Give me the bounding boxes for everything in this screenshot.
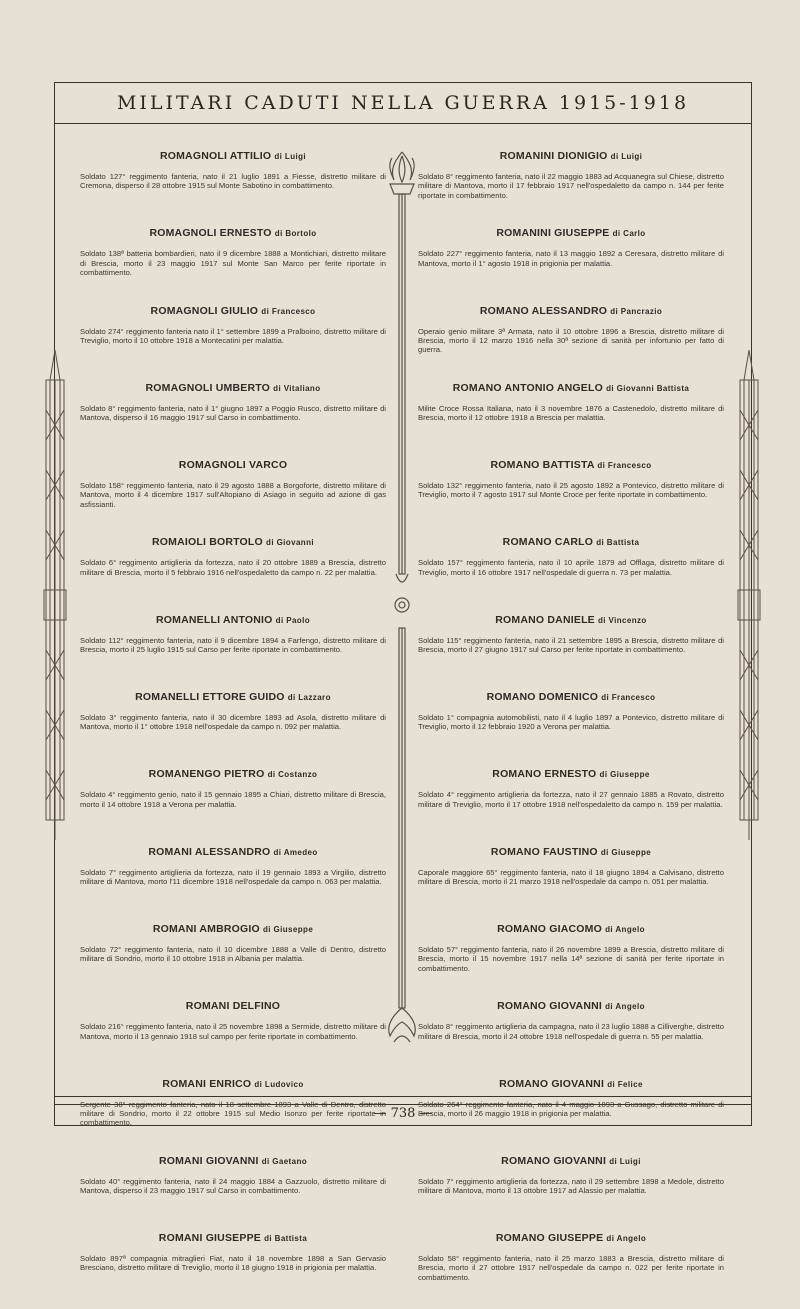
entry-surname: ROMANO ERNESTO	[492, 768, 597, 781]
entry-surname: ROMANO DANIELE	[495, 613, 595, 626]
entry-patronymic: di Luigi	[610, 152, 643, 161]
entry-surname: ROMANELLI ETTORE GUIDO	[135, 691, 285, 704]
entry-patronymic: di Giuseppe	[262, 924, 314, 934]
entry-name	[418, 768, 724, 780]
entry-patronymic: di Giuseppe	[600, 847, 652, 857]
entry-surname: ROMANI ALESSANDRO	[148, 845, 271, 858]
entry-patronymic: di Battista	[264, 1234, 308, 1244]
entry-description: Soldato 58° reggimento fanteria, nato il 25 marzo 1883 a Brescia, distretto militare di Brescia, morto il 27 ottobre 1917 nell'ospedale da campo n. 022 per ferite riportate in combattimento.	[418, 1254, 724, 1282]
entry	[80, 691, 386, 768]
entry	[418, 923, 724, 1000]
entry-patronymic: di Angelo	[606, 1234, 647, 1244]
entry	[418, 691, 724, 768]
entry	[418, 1232, 724, 1309]
entry-name	[80, 382, 386, 394]
entry-patronymic: di Amedeo	[273, 847, 318, 857]
entry-surname: ROMANO GIUSEPPE	[495, 1232, 604, 1245]
entry-surname: ROMANI GIOVANNI	[158, 1154, 259, 1167]
entry-name	[418, 923, 724, 935]
entry-patronymic: di Luigi	[609, 1156, 641, 1166]
entry-patronymic: di Pancrazio	[610, 306, 663, 316]
entry-name	[80, 150, 386, 162]
entry-name	[418, 227, 724, 239]
entry	[418, 150, 724, 227]
header-rule	[54, 123, 752, 124]
entry-description: Soldato 227° reggimento fanteria, nato il 13 maggio 1892 a Ceresara, distretto militare di Mantova, morto il 1° agosto 1918 in prigionia per malattia.	[418, 249, 724, 268]
entry	[80, 923, 386, 1000]
entry-patronymic: di Giuseppe	[599, 770, 650, 780]
entry-description: Soldato 158° reggimento fanteria, nato il 29 agosto 1888 a Borgoforte, distretto militare di Mantova, morto il 4 dicembre 1917 sull'Altopiano di Asiago in seguito ad azione di gas asfissianti.	[80, 481, 386, 509]
entry-surname: ROMANI DELFINO	[185, 1000, 281, 1013]
entry-description: Soldato 8° reggimento fanteria, nato il 1° giugno 1897 a Poggio Rusco, distretto militare di Mantova, disperso il 16 maggio 1917 sul Carso in combattimento.	[80, 403, 386, 423]
entry-name	[418, 536, 724, 548]
entry	[80, 305, 386, 382]
entry-surname: ROMAIOLI BORTOLO	[151, 536, 263, 549]
entry-surname: ROMANO BATTISTA	[490, 459, 595, 472]
entry-description: Soldato 72° reggimento fanteria, nato il 10 dicembre 1888 a Valle di Dentro, distretto militare di Sondrio, morto il 10 ottobre 1918 in Albania per malattia.	[80, 944, 386, 964]
entry-surname: ROMANELLI ANTONIO	[155, 613, 273, 626]
entry-surname: ROMAGNOLI ATTILIO	[159, 150, 272, 162]
entry-description: Soldato 6° reggimento artiglieria da fortezza, nato il 20 ottobre 1889 a Brescia, distretto militare di Brescia, morto il 5 febbraio 1916 nell'ospedaletto da campo n. 22 per malattia.	[80, 558, 386, 577]
entry-description: Soldato 112° reggimento fanteria, nato il 9 dicembre 1894 a Farfengo, distretto militare di Brescia, morto il 25 luglio 1915 sul Carso per ferite riportate in combattimento.	[80, 635, 386, 655]
entry	[80, 459, 386, 536]
fasces-icon	[40, 350, 70, 840]
entry-name	[80, 1232, 386, 1244]
entry-description: Soldato 4° reggimento genio, nato il 15 gennaio 1895 a Chiari, distretto militare di Brescia, morto il 14 ottobre 1918 a Verona per malattia.	[80, 790, 386, 809]
entry	[418, 614, 724, 691]
entry	[80, 382, 386, 459]
entry-description: Soldato 157° reggimento fanteria, nato il 10 aprile 1879 ad Offlaga, distretto militare di Treviglio, morto il 16 ottobre 1917 nell'ospedale di guerra n. 73 per malattia.	[418, 558, 724, 577]
entry-name	[418, 1232, 724, 1244]
entry-name	[418, 459, 724, 471]
entry-name	[418, 1078, 724, 1090]
entry-patronymic: di Paolo	[275, 615, 310, 625]
entry-surname: ROMANI AMBROGIO	[152, 922, 260, 935]
torch-icon	[384, 150, 420, 1050]
entry-name	[80, 305, 386, 317]
entry	[80, 536, 386, 613]
entry-surname: ROMAGNOLI VARCO	[178, 459, 288, 472]
entry-description: Soldato 264° reggimento fanteria, nato il 4 maggio 1893 a Gussago, distretto militare di Brescia, morto il 26 maggio 1918 in prigionia per malattia.	[418, 1099, 724, 1118]
fasces-icon	[734, 350, 764, 840]
entry-surname: ROMANO GIOVANNI	[499, 1077, 605, 1090]
entry	[418, 1000, 724, 1077]
entry-description: Soldato 40° reggimento fanteria, nato il 24 maggio 1884 a Gazzuolo, distretto militare di Mantova, disperso il 23 maggio 1917 sul Carso in combattimento.	[80, 1176, 386, 1196]
entry-surname: ROMAGNOLI ERNESTO	[149, 227, 272, 240]
entry	[418, 768, 724, 845]
entry-patronymic: di Felice	[607, 1079, 643, 1089]
entry-name	[80, 536, 386, 548]
entry-patronymic: di Luigi	[274, 152, 307, 161]
entry	[418, 536, 724, 613]
entry-patronymic: di Vitaliano	[273, 383, 321, 393]
entry-description: Soldato 7° reggimento artiglieria da fortezza, nato il 29 settembre 1898 a Medole, distretto militare di Mantova, morto il 13 ottobre 1917 ad Alassio per malattia.	[418, 1176, 724, 1196]
entry-description: Operaio genio militare 3ª Armata, nato il 10 ottobre 1896 a Brescia, distretto militare di Brescia, morto il 12 marzo 1916 nella 30ª sezione di sanità per infortunio per fatto di guerra.	[418, 326, 724, 355]
entry-name	[80, 1078, 386, 1090]
entry-surname: ROMANO FAUSTINO	[490, 845, 598, 858]
entry-surname: ROMANINI DIONIGIO	[499, 150, 608, 162]
entry-patronymic: di Francesco	[597, 461, 652, 471]
entry-description: Soldato 8° reggimento artiglieria da campagna, nato il 23 luglio 1888 a Cilliverghe, distretto militare di Brescia, morto il 24 ottobre 1918 nell'ospedale di guerra n. 55 per malattia.	[418, 1022, 724, 1041]
entry-name	[418, 846, 724, 858]
entry-name	[418, 150, 724, 162]
entry-name	[80, 1000, 386, 1012]
entry-name	[418, 691, 724, 703]
entry-description: Soldato 57° reggimento fanteria, nato il 26 novembre 1899 a Brescia, distretto militare di Brescia, morto il 15 novembre 1917 nella 14ª sezione di sanità per ferite riportate in combattimento.	[418, 944, 724, 973]
entry-name	[80, 227, 386, 239]
entry	[80, 1155, 386, 1232]
page-title: MILITARI CADUTI NELLA GUERRA 1915-1918	[116, 92, 690, 114]
entry	[80, 846, 386, 923]
entry-surname: ROMANO CARLO	[502, 536, 594, 549]
entry-description: Soldato 7° reggimento artiglieria da fortezza, nato il 19 gennaio 1893 a Virgilio, distretto militare di Mantova, morto l'11 dicembre 1918 nell'ospedale da campo n. 063 per malattia.	[80, 867, 386, 886]
entry-description: Soldato 216° reggimento fanteria, nato il 25 novembre 1898 a Sermide, distretto militare di Mantova, morto il 13 gennaio 1918 sul campo per ferite riportate in combattimento.	[80, 1022, 386, 1041]
entry-description: Soldato 4° reggimento artiglieria da fortezza, nato il 27 gennaio 1885 a Rovato, distretto militare di Treviglio, morto il 17 ottobre 1918 nell'ospedaletto da campo n. 159 per malattia.	[418, 790, 724, 809]
entry	[80, 1232, 386, 1309]
entry	[80, 614, 386, 691]
page-number: — 738 —	[373, 1106, 433, 1121]
entry	[418, 382, 724, 459]
entry-description: Sergente 38° reggimento fanteria, nato il 18 settembre 1893 a Valle di Dentro, distretto militare di Sondrio, morto il 22 ottobre 1915 sul Medio Isonzo per ferite riportate in combattimento.	[80, 1099, 386, 1128]
entry-surname: ROMANI ENRICO	[162, 1077, 252, 1090]
entry-patronymic: di Costanzo	[267, 770, 318, 780]
entry-name	[418, 305, 724, 317]
entry-patronymic: di Angelo	[605, 1002, 645, 1012]
entry-description: Soldato 115° reggimento fanteria, nato il 21 settembre 1895 a Brescia, distretto militare di Brescia, morto il 27 giugno 1917 sul Carso per ferite riportate in combattimento.	[418, 635, 724, 655]
entry-patronymic: di Giovanni Battista	[606, 383, 690, 393]
entry-patronymic: di Giovanni	[266, 538, 314, 548]
entry	[418, 846, 724, 923]
entry	[80, 1000, 386, 1077]
entry-surname: ROMANO ALESSANDRO	[479, 304, 608, 317]
entry	[80, 227, 386, 304]
entry-surname: ROMANO GIACOMO	[497, 922, 602, 935]
entry-name	[418, 1000, 724, 1012]
entry-surname: ROMANO GIOVANNI	[497, 1000, 602, 1013]
entry-name	[418, 1155, 724, 1167]
entry-surname: ROMANO DOMENICO	[486, 691, 599, 704]
entry-name	[80, 923, 386, 935]
entry-surname: ROMANO ANTONIO ANGELO	[452, 381, 603, 394]
entry-patronymic: di Angelo	[605, 924, 645, 934]
entry-description: Soldato 897ª compagnia mitraglieri Fiat, nato il 18 novembre 1898 a San Gervasio Bresciano, distretto militare di Treviglio, morto il 18 giugno 1918 in prigionia per malattia.	[80, 1254, 386, 1273]
entry-name	[80, 768, 386, 780]
entry-name	[418, 614, 724, 626]
entry-patronymic: di Gaetano	[261, 1156, 308, 1166]
entry-surname: ROMAGNOLI UMBERTO	[145, 381, 271, 394]
entry	[418, 1155, 724, 1232]
entry-surname: ROMANINI GIUSEPPE	[496, 227, 610, 240]
entry	[418, 459, 724, 536]
entry-description: Caporale maggiore 65° reggimento fanteria, nato il 18 giugno 1894 a Calvisano, distretto militare di Brescia, morto il 21 marzo 1918 nell'ospedale da campo n. 051 per malattia.	[418, 867, 724, 886]
entry-description: Milite Croce Rossa Italiana, nato il 3 novembre 1876 a Castenedolo, distretto militare di Brescia, morto il 12 ottobre 1918 a Brescia per malattia.	[418, 403, 724, 423]
entry-patronymic: di Vincenzo	[598, 615, 647, 625]
entry-patronymic: di Ludovico	[254, 1079, 304, 1089]
entry	[418, 305, 724, 382]
entry-name	[80, 1155, 386, 1167]
entry-name	[80, 459, 386, 471]
entry-surname: ROMAGNOLI GIULIO	[150, 304, 259, 317]
entry-patronymic: di Francesco	[261, 306, 316, 316]
entry-description: Soldato 8° reggimento fanteria, nato il 22 maggio 1883 ad Acquanegra sul Chiese, distretto militare di Mantova, morto il 17 febbraio 1917 nell'ospedaletto da campo n. 144 per ferite riportate in combattimento.	[418, 172, 724, 200]
entry-surname: ROMANI GIUSEPPE	[158, 1232, 261, 1245]
entry	[418, 227, 724, 304]
entry-surname: ROMANO GIOVANNI	[501, 1154, 607, 1167]
entry-description: Soldato 127° reggimento fanteria, nato il 21 luglio 1891 a Fiesse, distretto militare di Cremona, disperso il 28 ottobre 1915 sul Monte Sabotino in combattimento.	[80, 172, 386, 191]
entry-patronymic: di Carlo	[612, 229, 646, 239]
entry-description: Soldato 274° reggimento fanteria nato il 1° settembre 1899 a Pralboino, distretto militare di Treviglio, morto il 10 ottobre 1918 a Montecatini per malattia.	[80, 326, 386, 345]
entry-description: Soldato 138ª batteria bombardieri, nato il 9 dicembre 1888 a Montichiari, distretto militare di Brescia, morto il 23 maggio 1917 sul Monte San Marco per ferite riportate in combattimento.	[80, 249, 386, 277]
right-column	[418, 150, 724, 1309]
entry-patronymic: di Battista	[596, 538, 640, 548]
entry-name	[80, 846, 386, 858]
entry-description: Soldato 3° reggimento fanteria, nato il 30 dicembre 1893 ad Asola, distretto militare di Mantova, morto il 1° ottobre 1918 nell'ospedale da campo n. 092 per malattia.	[80, 713, 386, 732]
left-column	[80, 150, 386, 1309]
entry-name	[80, 614, 386, 626]
entry-patronymic: di Francesco	[601, 693, 656, 703]
entry-patronymic: di Lazzaro	[287, 693, 331, 703]
entry	[80, 150, 386, 227]
entry-patronymic: di Bortolo	[274, 229, 317, 239]
entry-description: Soldato 132° reggimento fanteria, nato il 25 agosto 1892 a Pontevico, distretto militare di Treviglio, morto il 7 agosto 1917 sul Monte Croce per ferite riportate in combattimento.	[418, 481, 724, 500]
entry	[80, 768, 386, 845]
entry-name	[418, 382, 724, 394]
entry-description: Soldato 1° compagnia automobilisti, nato il 4 luglio 1897 a Pontevico, distretto militare di Treviglio, morto il 12 febbraio 1920 a Verona per malattia.	[418, 713, 724, 732]
entry-surname: ROMANENGO PIETRO	[148, 768, 265, 781]
entry-name	[80, 691, 386, 703]
